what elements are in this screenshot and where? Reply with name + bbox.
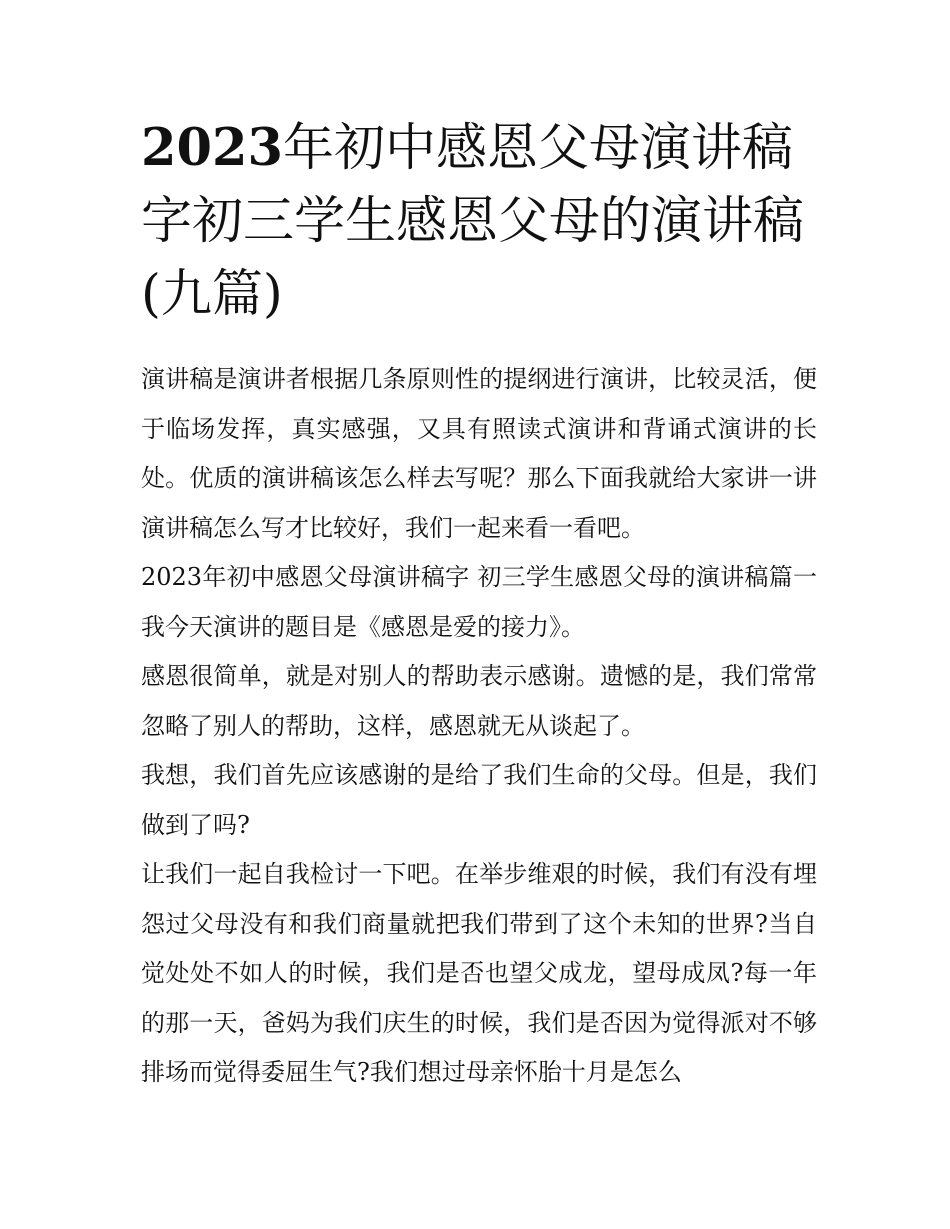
paragraph-gratitude: 感恩很简单，就是对别人的帮助表示感谢。遗憾的是，我们常常忽略了别人的帮助，这样，感恩就无从谈起了。 <box>141 662 817 740</box>
title-text: 年初中感恩父母演讲稿字初三学生感恩父母的演讲稿(九篇) <box>141 119 805 324</box>
paragraph-heading-one: 2023年初中感恩父母演讲稿字 初三学生感恩父母的演讲稿篇一 我今天演讲的题目是《感恩是爱的接力》。 <box>141 563 817 641</box>
document-title <box>141 112 821 331</box>
paragraph-reflection: 让我们一起自我检讨一下吧。在举步维艰的时候，我们有没有埋怨过父母没有和我们商量就把我们带到了这个未知的世界?当自觉处处不如人的时候，我们是否也望父成龙，望母成凤?每一年的那一天，爸妈为我们庆生的时候，我们是否因为觉得派对不够排场而觉得委屈生气?我们想过母亲怀胎十月是怎么 <box>141 860 817 1086</box>
document-body <box>141 355 817 1098</box>
paragraph-intro: 演讲稿是演讲者根据几条原则性的提纲进行演讲，比较灵活，便于临场发挥，真实感强，又具有照读式演讲和背诵式演讲的长处。优质的演讲稿该怎么样去写呢？那么下面我就给大家讲一讲演讲稿怎么写才比较好，我们一起来看一看吧。 <box>141 365 817 542</box>
paragraph-parents: 我想，我们首先应该感谢的是给了我们生命的父母。但是，我们做到了吗? <box>141 761 817 839</box>
title-year: 2023 <box>141 118 283 178</box>
